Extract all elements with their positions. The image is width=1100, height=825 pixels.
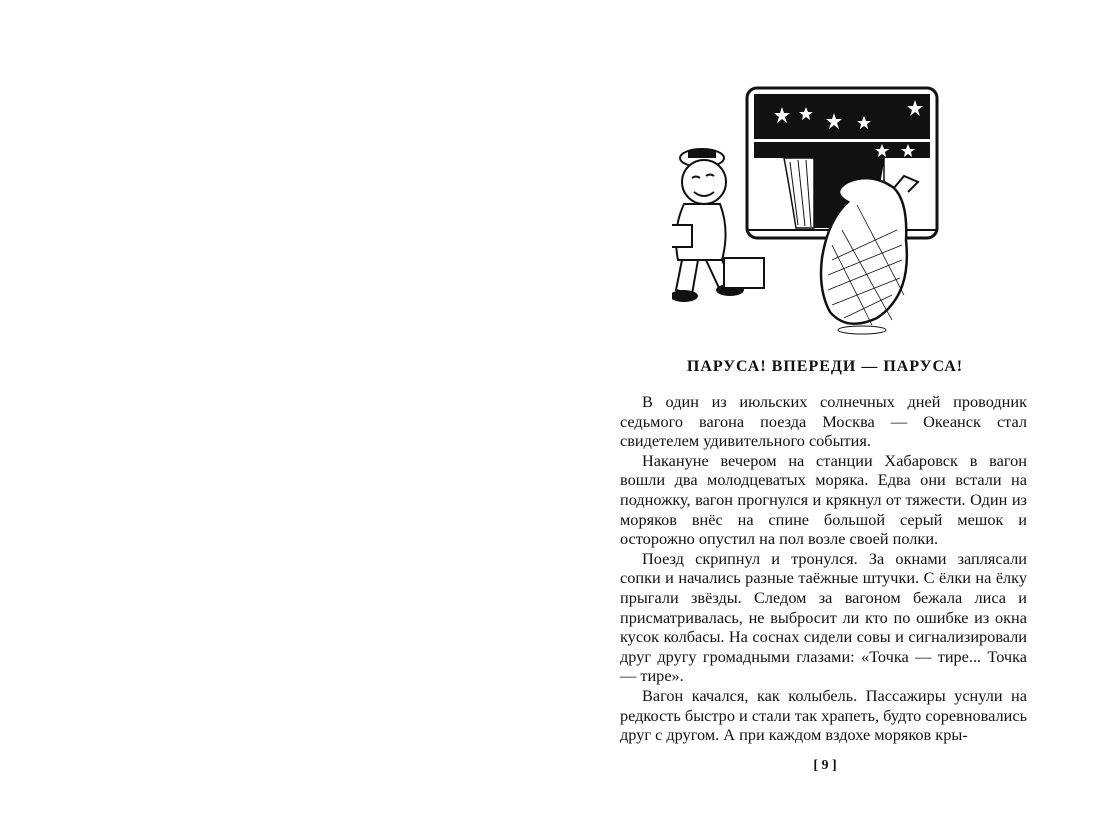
- paragraph: В один из июльских солнечных дней проводник седьмого вагона поезда Москва — Океанск стал свидетелем удивительного события.: [620, 392, 1027, 451]
- paragraph: Вагон качался, как колыбель. Пассажиры уснули на редкость быстро и стали так храпеть, будто соревновались друг с другом. А при каждом вздохе моряков кры-: [620, 685, 1027, 745]
- chapter-title: ПАРУСА! ВПЕРЕДИ — ПАРУСА!: [686, 358, 964, 375]
- body-text: [620, 392, 1027, 745]
- conductor-illustration: [672, 80, 972, 340]
- paragraph: Накануне вечером на станции Хабаровск в вагон вошли два молодцеватых моряка. Едва они встали на подножку, вагон прогнулся и крякнул от тяжести. Один из моряков внёс на спине большой серый мешок и осторожно опустил на пол возле своей полки.: [620, 450, 1027, 549]
- paragraph: Поезд скрипнул и тронулся. За окнами заплясали сопки и начались разные таёжные штучки. С ёлки на ёлку прыгали звёзды. Следом за вагоном бежала лиса и присматривалась, не выбросит ли кто по ошибке из окна кусок колбасы. На соснах сидели совы и сигнализировали друг другу громадными глазами: «Точка — тире... Точка — тире».: [620, 548, 1027, 686]
- right-page: [550, 0, 1100, 825]
- page-number: [ 9 ]: [813, 758, 837, 773]
- conductor-sailor-illustration: [672, 80, 972, 340]
